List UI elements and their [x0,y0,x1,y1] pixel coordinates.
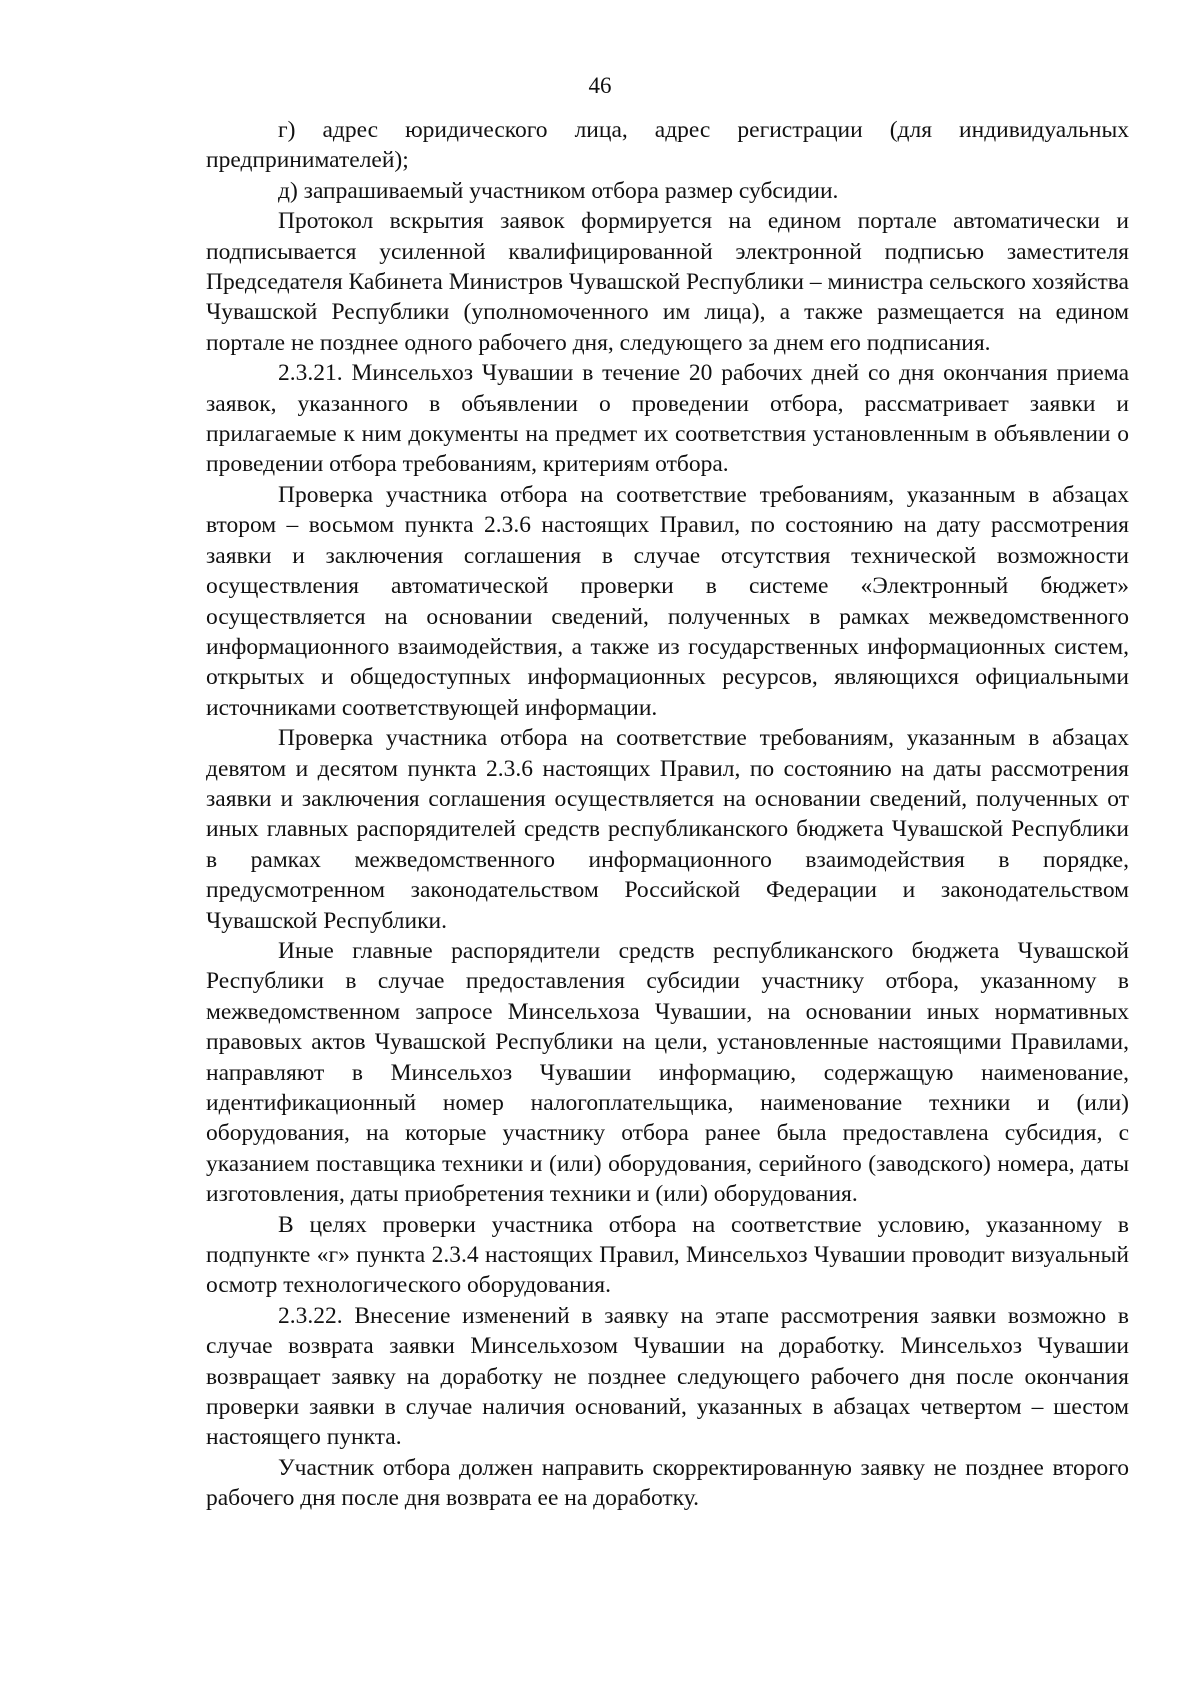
paragraph-resubmission: Участник отбора должен направить скорректированную заявку не позднее второго рабочего дня после дня возврата ее на доработку. [206,1454,1129,1512]
paragraph-item-g: г) адрес юридического лица, адрес регистрации (для индивидуальных предпринимателей); [206,117,1129,174]
paragraph-protocol: Протокол вскрытия заявок формируется на едином портале автоматически и подписывается усиленной квалифицированной электронной подписью заместителя Председателя Кабинета Министров Чувашской Республики – министра сельского хозяйства Чувашской Республики (уполномоченного им лица), а также размещается на едином портале не позднее одного рабочего дня, следующего за днем его подписания. [206,208,1129,356]
paragraph-2-3-22: 2.3.22. Внесение изменений в заявку на этапе рассмотрения заявки возможно в случае возврата заявки Минсельхозом Чувашии на доработку. Минсельхоз Чувашии возвращает заявку на доработку не позднее следующего рабочего дня после окончания проверки заявки в случае наличия оснований, указанных в абзацах четвертом – шестом настоящего пункта. [206,1302,1129,1451]
paragraph-item-d: д) запрашиваемый участником отбора размер субсидии. [278,177,839,204]
paragraph-verification-2-8: Проверка участника отбора на соответствие требованиям, указанным в абзацах втором – восьмом пункта 2.3.6 настоящих Правил, по состоянию на дату рассмотрения заявки и заключения соглашения в случае отсутствия технической возможности осуществления автоматической проверки в системе «Электронный бюджет» осуществляется на основании сведений, полученных в рамках межведомственного информационного взаимодействия, а также из государственных информационных систем, открытых и общедоступных информационных ресурсов, являющихся официальными источниками соответствующей информации. [206,481,1129,721]
paragraph-other-distributors: Иные главные распорядители средств республиканского бюджета Чувашской Республики в случае предоставления субсидии участнику отбора, указанному в межведомственном запросе Минсельхоза Чувашии, на основании иных нормативных правовых актов Чувашской Республики на цели, установленные настоящими Правилами, направляют в Минсельхоз Чувашии информацию, содержащую наименование, идентификационный номер налогоплательщика, наименование техники и (или) оборудования, на которые участнику отбора ранее была предоставлена субсидия, с указанием поставщика техники и (или) оборудования, серийного (заводского) номера, даты изготовления, даты приобретения техники и (или) оборудования. [206,937,1129,1208]
paragraph-2-3-21: 2.3.21. Минсельхоз Чувашии в течение 20 рабочих дней со дня окончания приема заявок, указанного в объявлении о проведении отбора, рассматривает заявки и прилагаемые к ним документы на предмет их соответствия установленным в объявлении о проведении отбора требованиям, критериям отбора. [206,360,1129,478]
paragraph-verification-9-10: Проверка участника отбора на соответствие требованиям, указанным в абзацах девятом и десятом пункта 2.3.6 настоящих Правил, по состоянию на даты рассмотрения заявки и заключения соглашения осуществляется на основании сведений, полученных от иных главных распорядителей средств республиканского бюджета Чувашской Республики в рамках межведомственного информационного взаимодействия в порядке, предусмотренном законодательством Российской Федерации и законодательством Чувашской Республики. [206,725,1129,934]
paragraph-visual-inspection: В целях проверки участника отбора на соответствие условию, указанному в подпункте «г» пункта 2.3.4 настоящих Правил, Минсельхоз Чувашии проводит визуальный осмотр технологического оборудования. [206,1211,1129,1299]
document-body [206,115,1129,1514]
page-number: 46 [588,73,612,98]
